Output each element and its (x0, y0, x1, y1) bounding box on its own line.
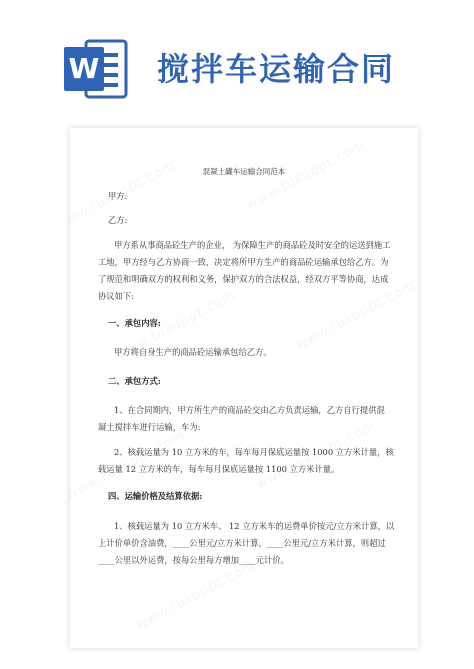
paragraph-line: 了规范和明确双方的权利和义务，保护双方的合法权益，经双方平等协商，达成 (98, 274, 389, 284)
paragraph-line: 1、在合同期内，甲方所生产的商品砼交由乙方负责运输，乙方自行提供混 (114, 405, 385, 415)
section-heading: 二、承包方式: (108, 376, 161, 386)
page-header (0, 0, 474, 120)
watermark (70, 128, 418, 648)
document-page (70, 128, 418, 648)
section-heading: 一、承包内容: (108, 318, 161, 328)
word-icon (60, 33, 132, 105)
document-title: 混凝土罐车运输合同范本 (202, 167, 286, 176)
paragraph-line: 甲方系从事商品砼生产的企业， 为保障生产的商品砼及时安全的运送到施工 (114, 240, 391, 250)
paragraph-line: 上计价单价含油费，____公里元/立方米计算，____公里元/立方米计算，则超过 (98, 538, 386, 548)
paragraph-line: 凝土搅拌车进行运输，车为: (98, 422, 201, 432)
paragraph-line: 1、核载运量为 10 立方米车、 12 立方米车的运费单价按元/立方米计算，以 (114, 521, 395, 531)
party-a-line: 甲方: (108, 191, 128, 201)
svg-text:W: W (68, 52, 100, 85)
party-b-line: 乙方: (108, 215, 128, 225)
paragraph-line: 2、核载运量为 10 立方米的车，每车每月保底运量按 1000 立方米计量，核 (114, 447, 394, 457)
paragraph-line: 协议如下: (98, 291, 134, 301)
paragraph-line: ____公里以外运费，按每公里每方增加____元计价。 (98, 555, 289, 565)
paragraph-line: 工地，甲方经与乙方协商一致，决定将所甲方生产的商品砼运输承包给乙方。为 (98, 257, 389, 267)
section-heading: 四、运输价格及结算依据: (108, 491, 203, 501)
paragraph-line: 甲方将自身生产的商品砼运输承包给乙方。 (114, 347, 272, 357)
paragraph-line: 载运量 12 立方米的车，每车每月保底运量按 1100 立方米计量。 (98, 464, 340, 474)
page-title: 搅拌车运输合同 (157, 50, 396, 88)
